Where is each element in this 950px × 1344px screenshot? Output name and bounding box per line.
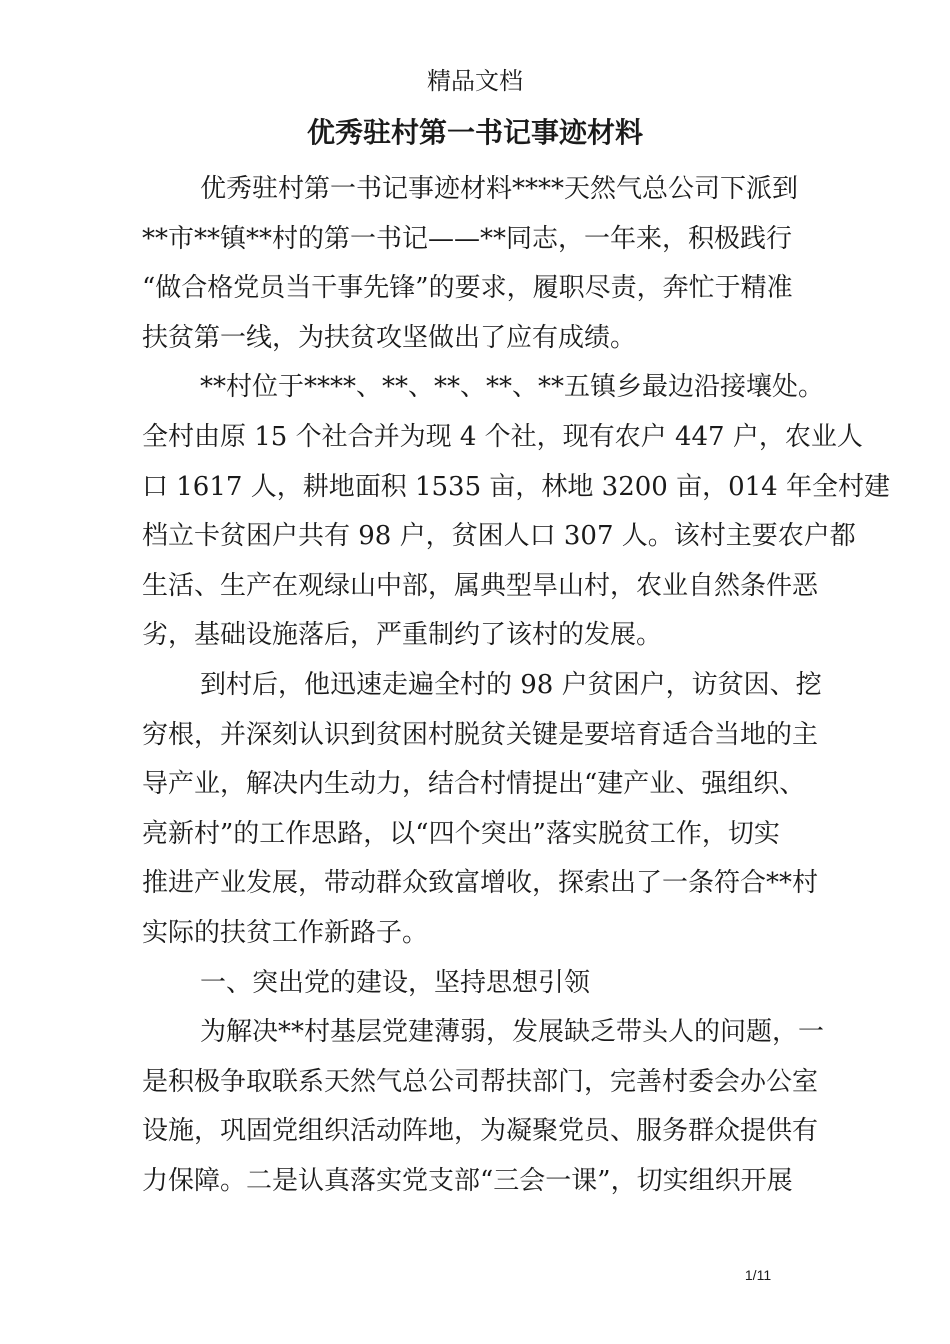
text-line: 导产业，解决内生动力，结合村情提出“建产业、强组织、: [142, 769, 806, 800]
text-line: 扶贫第一线，为扶贫攻坚做出了应有成绩。: [142, 322, 637, 353]
document-header: 精品文档: [427, 67, 523, 95]
text-line: **村位于****、**、**、**、**五镇乡最边沿接壤处。: [200, 372, 825, 403]
text-line: 口 1617 人，耕地面积 1535 亩，林地 3200 亩，014 年全村建: [142, 471, 890, 502]
text-line: 一、突出党的建设，坚持思想引领: [200, 967, 591, 998]
text-line: 档立卡贫困户共有 98 户，贫困人口 307 人。该村主要农户都: [142, 521, 856, 552]
text-line: 全村由原 15 个社合并为现 4 个社，现有农户 447 户，农业人: [142, 421, 863, 452]
text-line: 力保障。二是认真落实党支部“三会一课”，切实组织开展: [142, 1165, 793, 1196]
document-title: 优秀驻村第一书记事迹材料: [306, 116, 643, 149]
text-line: **市**镇**村的第一书记——**同志，一年来，积极践行: [142, 223, 793, 254]
text-line: 生活、生产在观绿山中部，属典型旱山村，农业自然条件恶: [142, 570, 819, 601]
text-line: 亮新村”的工作思路，以“四个突出”落实脱贫工作，切实: [142, 818, 780, 849]
text-line: 实际的扶贫工作新路子。: [142, 917, 429, 948]
text-line: 穷根，并深刻认识到贫困村脱贫关键是要培育适合当地的主: [142, 719, 819, 750]
text-line: 劣，基础设施落后，严重制约了该村的发展。: [142, 620, 663, 651]
page-number: 1/11: [744, 1267, 772, 1283]
text-line: 到村后，他迅速走遍全村的 98 户贫困户，访贫因、挖: [200, 669, 822, 700]
document-body: [142, 165, 890, 1206]
text-line: 优秀驻村第一书记事迹材料****天然气总公司下派到: [200, 174, 799, 204]
text-line: 设施，巩固党组织活动阵地，为凝聚党员、服务群众提供有: [142, 1116, 819, 1147]
text-line: “做合格党员当干事先锋”的要求，履职尽责，奔忙于精准: [142, 273, 793, 304]
text-line: 是积极争取联系天然气总公司帮扶部门，完善村委会办公室: [142, 1066, 819, 1097]
text-line: 为解决**村基层党建薄弱，发展缺乏带头人的问题，一: [200, 1017, 825, 1048]
text-line: 推进产业发展，带动群众致富增收，探索出了一条符合**村: [142, 868, 819, 899]
